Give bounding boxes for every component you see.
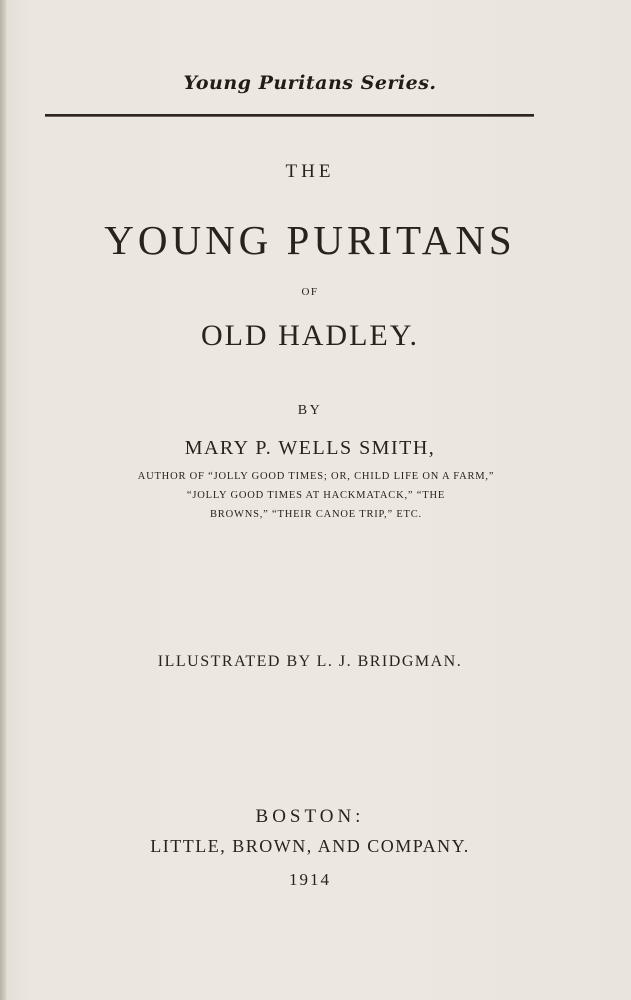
title-connector: OF [301, 286, 319, 298]
byline-by: BY [297, 403, 323, 418]
page-binding-edge [0, 0, 6, 1000]
other-works-line: “JOLLY GOOD TIMES AT HACKMATACK,” “THE [186, 490, 446, 501]
other-works-line: BROWNS,” “THEIR CANOE TRIP,” ETC. [210, 509, 422, 520]
book-subtitle: OLD HADLEY. [200, 319, 420, 352]
imprint-city: BOSTON: [255, 806, 365, 827]
header-rule [45, 114, 534, 117]
imprint-publisher: LITTLE, BROWN, AND COMPANY. [150, 836, 470, 856]
author-name: MARY P. WELLS SMITH, [184, 437, 436, 459]
other-works [96, 467, 536, 524]
book-title: YOUNG PURITANS [104, 217, 516, 263]
other-works-line: AUTHOR OF “JOLLY GOOD TIMES; OR, CHILD LIFE ON A FARM,” [137, 471, 495, 482]
series-heading: Young Puritans Series. [183, 72, 437, 94]
imprint-year: 1914 [289, 870, 331, 889]
illustrator-credit: ILLUSTRATED BY L. J. BRIDGMAN. [157, 653, 463, 670]
title-article: THE [285, 161, 335, 182]
